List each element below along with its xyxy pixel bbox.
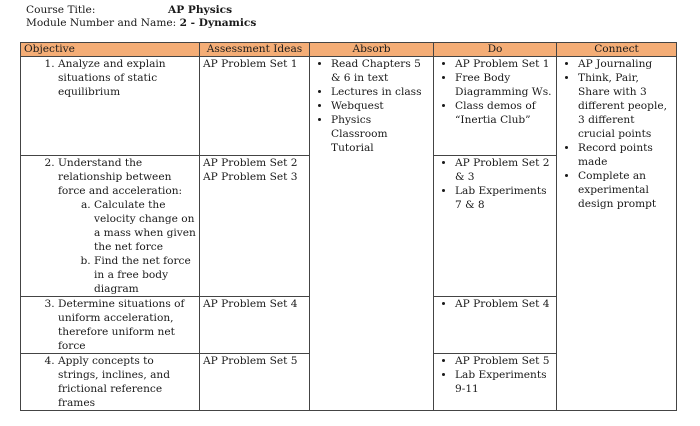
connect-item: • Complete an experimental design prompt (578, 169, 673, 211)
course-title-line (26, 3, 232, 17)
curriculum-table (20, 42, 677, 411)
objective-item: 3. Determine situations of uniform acceleration, therefore uniform net force (58, 297, 196, 353)
do-item: • Lab Experiments 9-11 (455, 368, 553, 396)
absorb-item: • Webquest (331, 99, 430, 113)
sub-objective-item: a. Calculate the velocity change on a mass when given the net force (94, 198, 196, 254)
assessment-item: AP Problem Set 3 (203, 171, 298, 183)
objective-item: 1. Analyze and explain situations of static equilibrium (58, 57, 196, 99)
course-title-label: Course Title: (26, 4, 96, 16)
assessment-cell (200, 156, 310, 297)
absorb-item: • Physics Classroom Tutorial (331, 113, 430, 155)
objective-cell (21, 156, 200, 297)
objective-cell (21, 297, 200, 354)
do-cell (434, 57, 557, 156)
connect-cell (557, 57, 677, 411)
do-item: • Lab Experiments 7 & 8 (455, 184, 553, 212)
absorb-cell (310, 57, 434, 411)
do-cell (434, 297, 557, 354)
assessment-item: AP Problem Set 1 (203, 58, 298, 70)
assessment-item: AP Problem Set 5 (203, 355, 298, 367)
module-value: 2 - Dynamics (179, 17, 257, 29)
module-label: Module Number and Name: (26, 17, 177, 29)
col-header-connect: Connect (557, 43, 677, 57)
objective-cell (21, 354, 200, 411)
col-header-absorb: Absorb (310, 43, 434, 57)
course-title-value: AP Physics (168, 4, 233, 16)
col-header-objective: Objective (21, 43, 200, 57)
do-item: • Class demos of “Inertia Club” (455, 99, 553, 127)
do-item: • AP Problem Set 4 (455, 297, 553, 311)
do-item: • AP Problem Set 2 & 3 (455, 156, 553, 184)
do-item: • AP Problem Set 5 (455, 354, 553, 368)
objective-item: 4. Apply concepts to strings, inclines, and frictional reference frames (58, 354, 196, 410)
objective-item (58, 156, 196, 296)
assessment-cell (200, 57, 310, 156)
module-line (26, 16, 256, 30)
assessment-cell (200, 354, 310, 411)
assessment-cell (200, 297, 310, 354)
absorb-item: • Lectures in class (331, 85, 430, 99)
do-cell (434, 354, 557, 411)
do-item: • Free Body Diagramming Ws. (455, 71, 553, 99)
do-cell (434, 156, 557, 297)
table-header-row (21, 43, 677, 57)
sub-objective-item: b. Find the net force in a free body diagram (94, 254, 196, 296)
connect-item: • AP Journaling (578, 57, 673, 71)
do-item: • AP Problem Set 1 (455, 57, 553, 71)
assessment-item: AP Problem Set 2 (203, 157, 298, 169)
absorb-item: • Read Chapters 5 & 6 in text (331, 57, 430, 85)
table-row (21, 57, 677, 156)
connect-item: • Think, Pair, Share with 3 different people, 3 different crucial points (578, 71, 673, 141)
col-header-assessment: Assessment Ideas (200, 43, 310, 57)
objective-cell (21, 57, 200, 156)
col-header-do: Do (434, 43, 557, 57)
objective-text: Understand the relationship between force and acceleration: (58, 157, 183, 197)
connect-item: • Record points made (578, 141, 673, 169)
assessment-item: AP Problem Set 4 (203, 298, 298, 310)
